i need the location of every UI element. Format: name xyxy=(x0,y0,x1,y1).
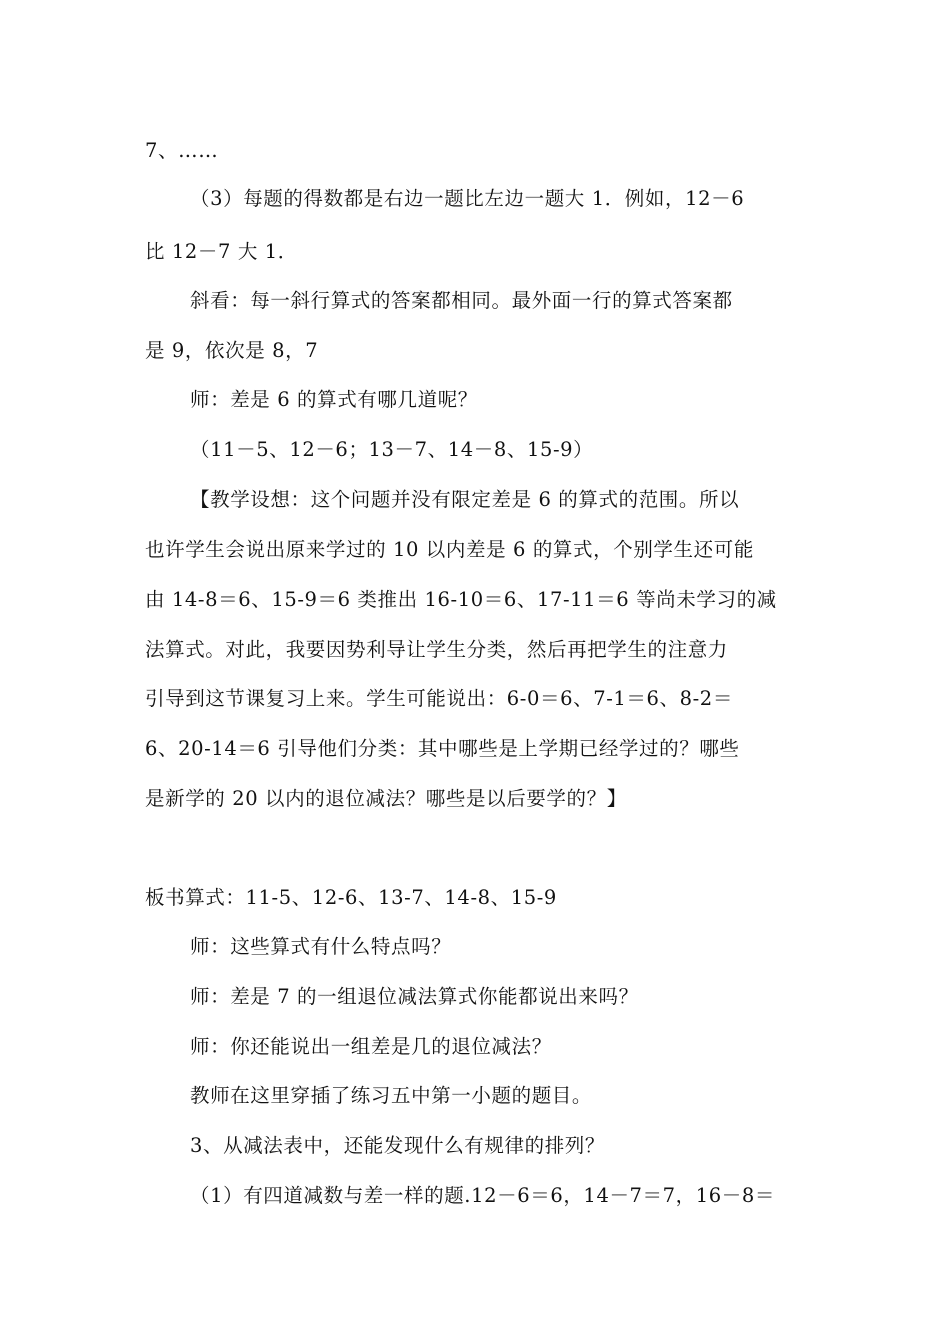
text-line-6: 师：差是 6 的算式有哪几道呢？ xyxy=(190,388,478,411)
text-line-16: 师：这些算式有什么特点吗？ xyxy=(190,935,452,958)
text-line-7: （11－5、12－6；13－7、14－8、15-9） xyxy=(190,438,594,461)
text-line-20: 3、从减法表中，还能发现什么有规律的排列？ xyxy=(190,1134,606,1157)
text-line-3: 比 12－7 大 1． xyxy=(145,240,298,263)
text-line-4: 斜看：每一斜行算式的答案都相同。最外面一行的算式答案都 xyxy=(190,289,733,312)
text-line-12: 引导到这节课复习上来。学生可能说出：6-0＝6、7-1＝6、8-2＝ xyxy=(145,687,733,710)
text-line-11: 法算式。对此，我要因势利导让学生分类，然后再把学生的注意力 xyxy=(145,638,728,661)
text-line-18: 师：你还能说出一组差是几的退位减法？ xyxy=(190,1035,552,1058)
text-line-15: 板书算式：11-5、12-6、13-7、14-8、15-9 xyxy=(145,886,557,909)
text-line-8: 【教学设想：这个问题并没有限定差是 6 的算式的范围。所以 xyxy=(190,488,740,511)
text-line-17: 师：差是 7 的一组退位减法算式你能都说出来吗？ xyxy=(190,985,639,1008)
text-line-21: （1）有四道减数与差一样的题.12－6＝6，14－7＝7，16－8＝ xyxy=(190,1184,775,1207)
text-line-5: 是 9，依次是 8，7 xyxy=(145,339,319,362)
text-line-19: 教师在这里穿插了练习五中第一小题的题目。 xyxy=(190,1084,593,1107)
text-line-1: 7、…… xyxy=(145,139,219,162)
text-line-9: 也许学生会说出原来学过的 10 以内差是 6 的算式，个别学生还可能 xyxy=(145,538,754,561)
text-line-10: 由 14-8＝6、15-9＝6 类推出 16-10＝6、17-11＝6 等尚未学习的减 xyxy=(145,588,777,611)
text-line-13: 6、20-14＝6 引导他们分类：其中哪些是上学期已经学过的？哪些 xyxy=(145,737,740,760)
text-line-2: （3）每题的得数都是右边一题比左边一题大 1．例如，12－6 xyxy=(190,187,745,210)
text-line-14: 是新学的 20 以内的退位减法？哪些是以后要学的？】 xyxy=(145,787,627,810)
